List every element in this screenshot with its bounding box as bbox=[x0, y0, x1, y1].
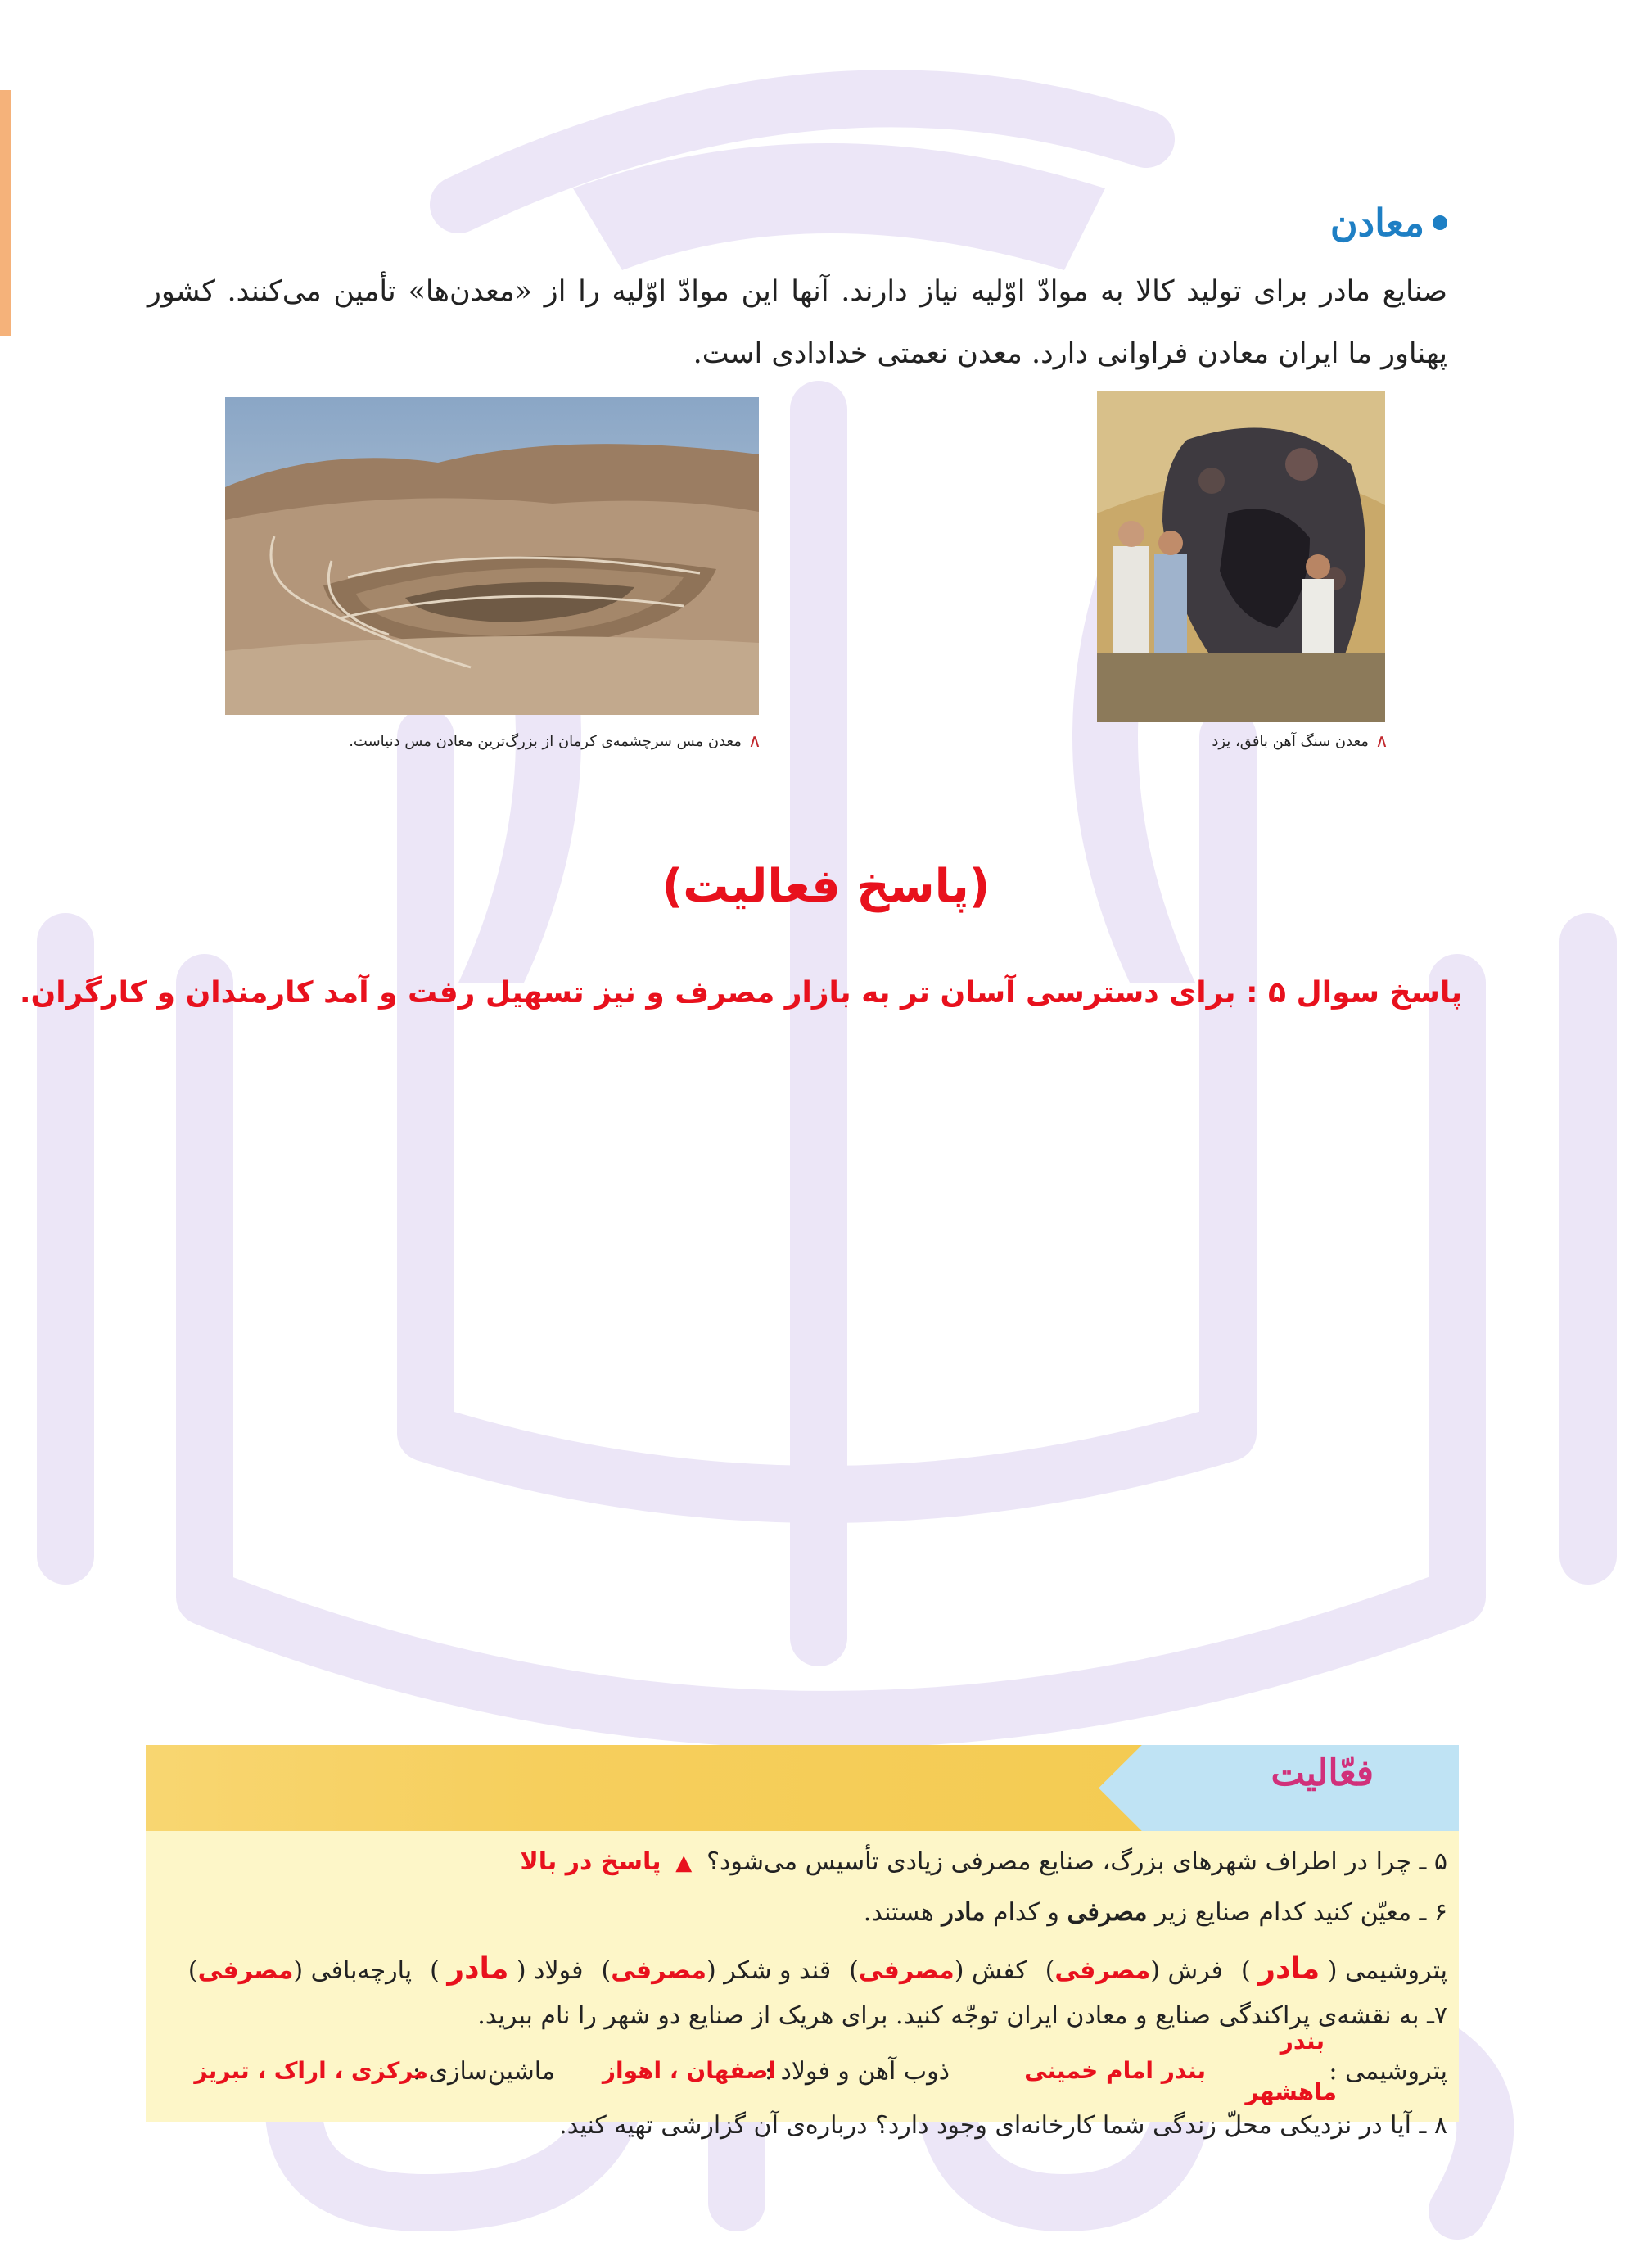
bullet-dot-icon bbox=[1433, 215, 1447, 230]
question-5-text: ۵ ـ چرا در اطراف شهرهای بزرگ، صنایع مصرفی زیادی تأسیس می‌شود؟ bbox=[706, 1847, 1447, 1876]
question-7: ۷ـ به نقشه‌ی پراکندگی صنایع و معادن ایران توجّه کنید. برای هریک از صنایع دو شهر را نام ببرید. bbox=[477, 2001, 1447, 2030]
q7-petro-answer-2-top: بندر bbox=[1280, 2028, 1325, 2055]
answer-heading: (پاسخ فعالیت) bbox=[661, 860, 991, 913]
activity-header-bar bbox=[146, 1745, 1459, 1831]
copper-mine-photo bbox=[225, 397, 759, 715]
q7-machine-label: ماشین‌سازی : bbox=[412, 2057, 555, 2086]
question-6-post: هستند. bbox=[863, 1898, 934, 1927]
industry-answer: مادر bbox=[447, 1952, 509, 1986]
section-title-text: معادن bbox=[1329, 201, 1424, 245]
q7-steel-label: ذوب آهن و فولاد : bbox=[764, 2057, 950, 2086]
industry-item: پتروشیمی ( مادر ) bbox=[1240, 1952, 1447, 1986]
caption-triangle-icon: ∧ bbox=[747, 731, 761, 752]
iron-ore-caption bbox=[1212, 731, 1388, 752]
question-5 bbox=[520, 1847, 1447, 1876]
q7-petro-label: پتروشیمی : bbox=[1329, 2057, 1447, 2086]
q7-machine-answer: مرکزی ، اراک ، تبریز bbox=[194, 2057, 428, 2084]
industry-item: کفش (مصرفی) bbox=[849, 1956, 1027, 1985]
industry-item: فرش (مصرفی) bbox=[1045, 1956, 1223, 1985]
industry-item: قند و شکر (مصرفی) bbox=[601, 1956, 832, 1985]
section-title bbox=[1330, 201, 1447, 245]
q7-steel-answer: اصفهان ، اهواز bbox=[602, 2057, 776, 2084]
copper-mine-caption-text: معدن مس سرچشمه‌ی کرمان از بزرگ‌ترین معادن مس دنیاست. bbox=[349, 733, 742, 750]
question-5-answer: پاسخ در بالا bbox=[520, 1847, 661, 1876]
activity-title: فعّالیت bbox=[1271, 1752, 1374, 1794]
copper-mine-caption bbox=[349, 731, 761, 752]
industries-row bbox=[188, 1952, 1447, 1986]
question-6 bbox=[864, 1898, 1447, 1927]
question-6-word-consumer: مصرفی bbox=[1067, 1898, 1148, 1927]
answer-q5-line: پاسخ سوال ۵ : برای دسترسی آسان تر به بازار مصرف و نیز تسهیل رفت و آمد کارمندان و کارگران. bbox=[19, 976, 1462, 1010]
iron-ore-caption-text: معدن سنگ آهن بافق، یزد bbox=[1212, 733, 1369, 750]
q7-petro-answer-1: بندر امام خمینی bbox=[1024, 2057, 1206, 2084]
caption-triangle-icon: ∧ bbox=[1374, 731, 1388, 752]
question-6-mid: و کدام bbox=[992, 1898, 1059, 1927]
industry-answer: مصرفی bbox=[611, 1956, 706, 1985]
industry-answer: مصرفی bbox=[197, 1956, 294, 1985]
question-8: ۸ ـ آیا در نزدیکی محلّ زندگی شما کارخانه‌ای وجود دارد؟ درباره‌ی آن گزارشی تهیه کنید. bbox=[559, 2111, 1447, 2140]
iron-ore-photo bbox=[1097, 391, 1385, 722]
industry-item: فولاد ( مادر ) bbox=[430, 1952, 584, 1986]
q7-petro-answer-2-bottom: ماهشهر bbox=[1245, 2078, 1337, 2105]
page-edge-strip bbox=[0, 90, 11, 336]
industry-answer: مادر bbox=[1258, 1952, 1320, 1986]
warning-triangle-icon: ▲ bbox=[669, 1851, 699, 1875]
intro-paragraph: صنایع مادر برای تولید کالا به موادّ اوّلیه نیاز دارند. آنها این موادّ اوّلیه را از «معدن‌ها» تأمین می‌کنند. کشور پهناور ما ایران معادن فراوانی دارد. معدن نعمتی خدادادی است. bbox=[147, 275, 1447, 370]
industry-answer: مصرفی bbox=[1054, 1956, 1151, 1985]
industry-answer: مصرفی bbox=[858, 1956, 955, 1985]
question-6-word-mother: مادر bbox=[941, 1898, 986, 1927]
question-6-pre: ۶ ـ معیّن کنید کدام صنایع زیر bbox=[1154, 1898, 1447, 1927]
industry-item: پارچه‌بافی (مصرفی) bbox=[187, 1956, 413, 1985]
